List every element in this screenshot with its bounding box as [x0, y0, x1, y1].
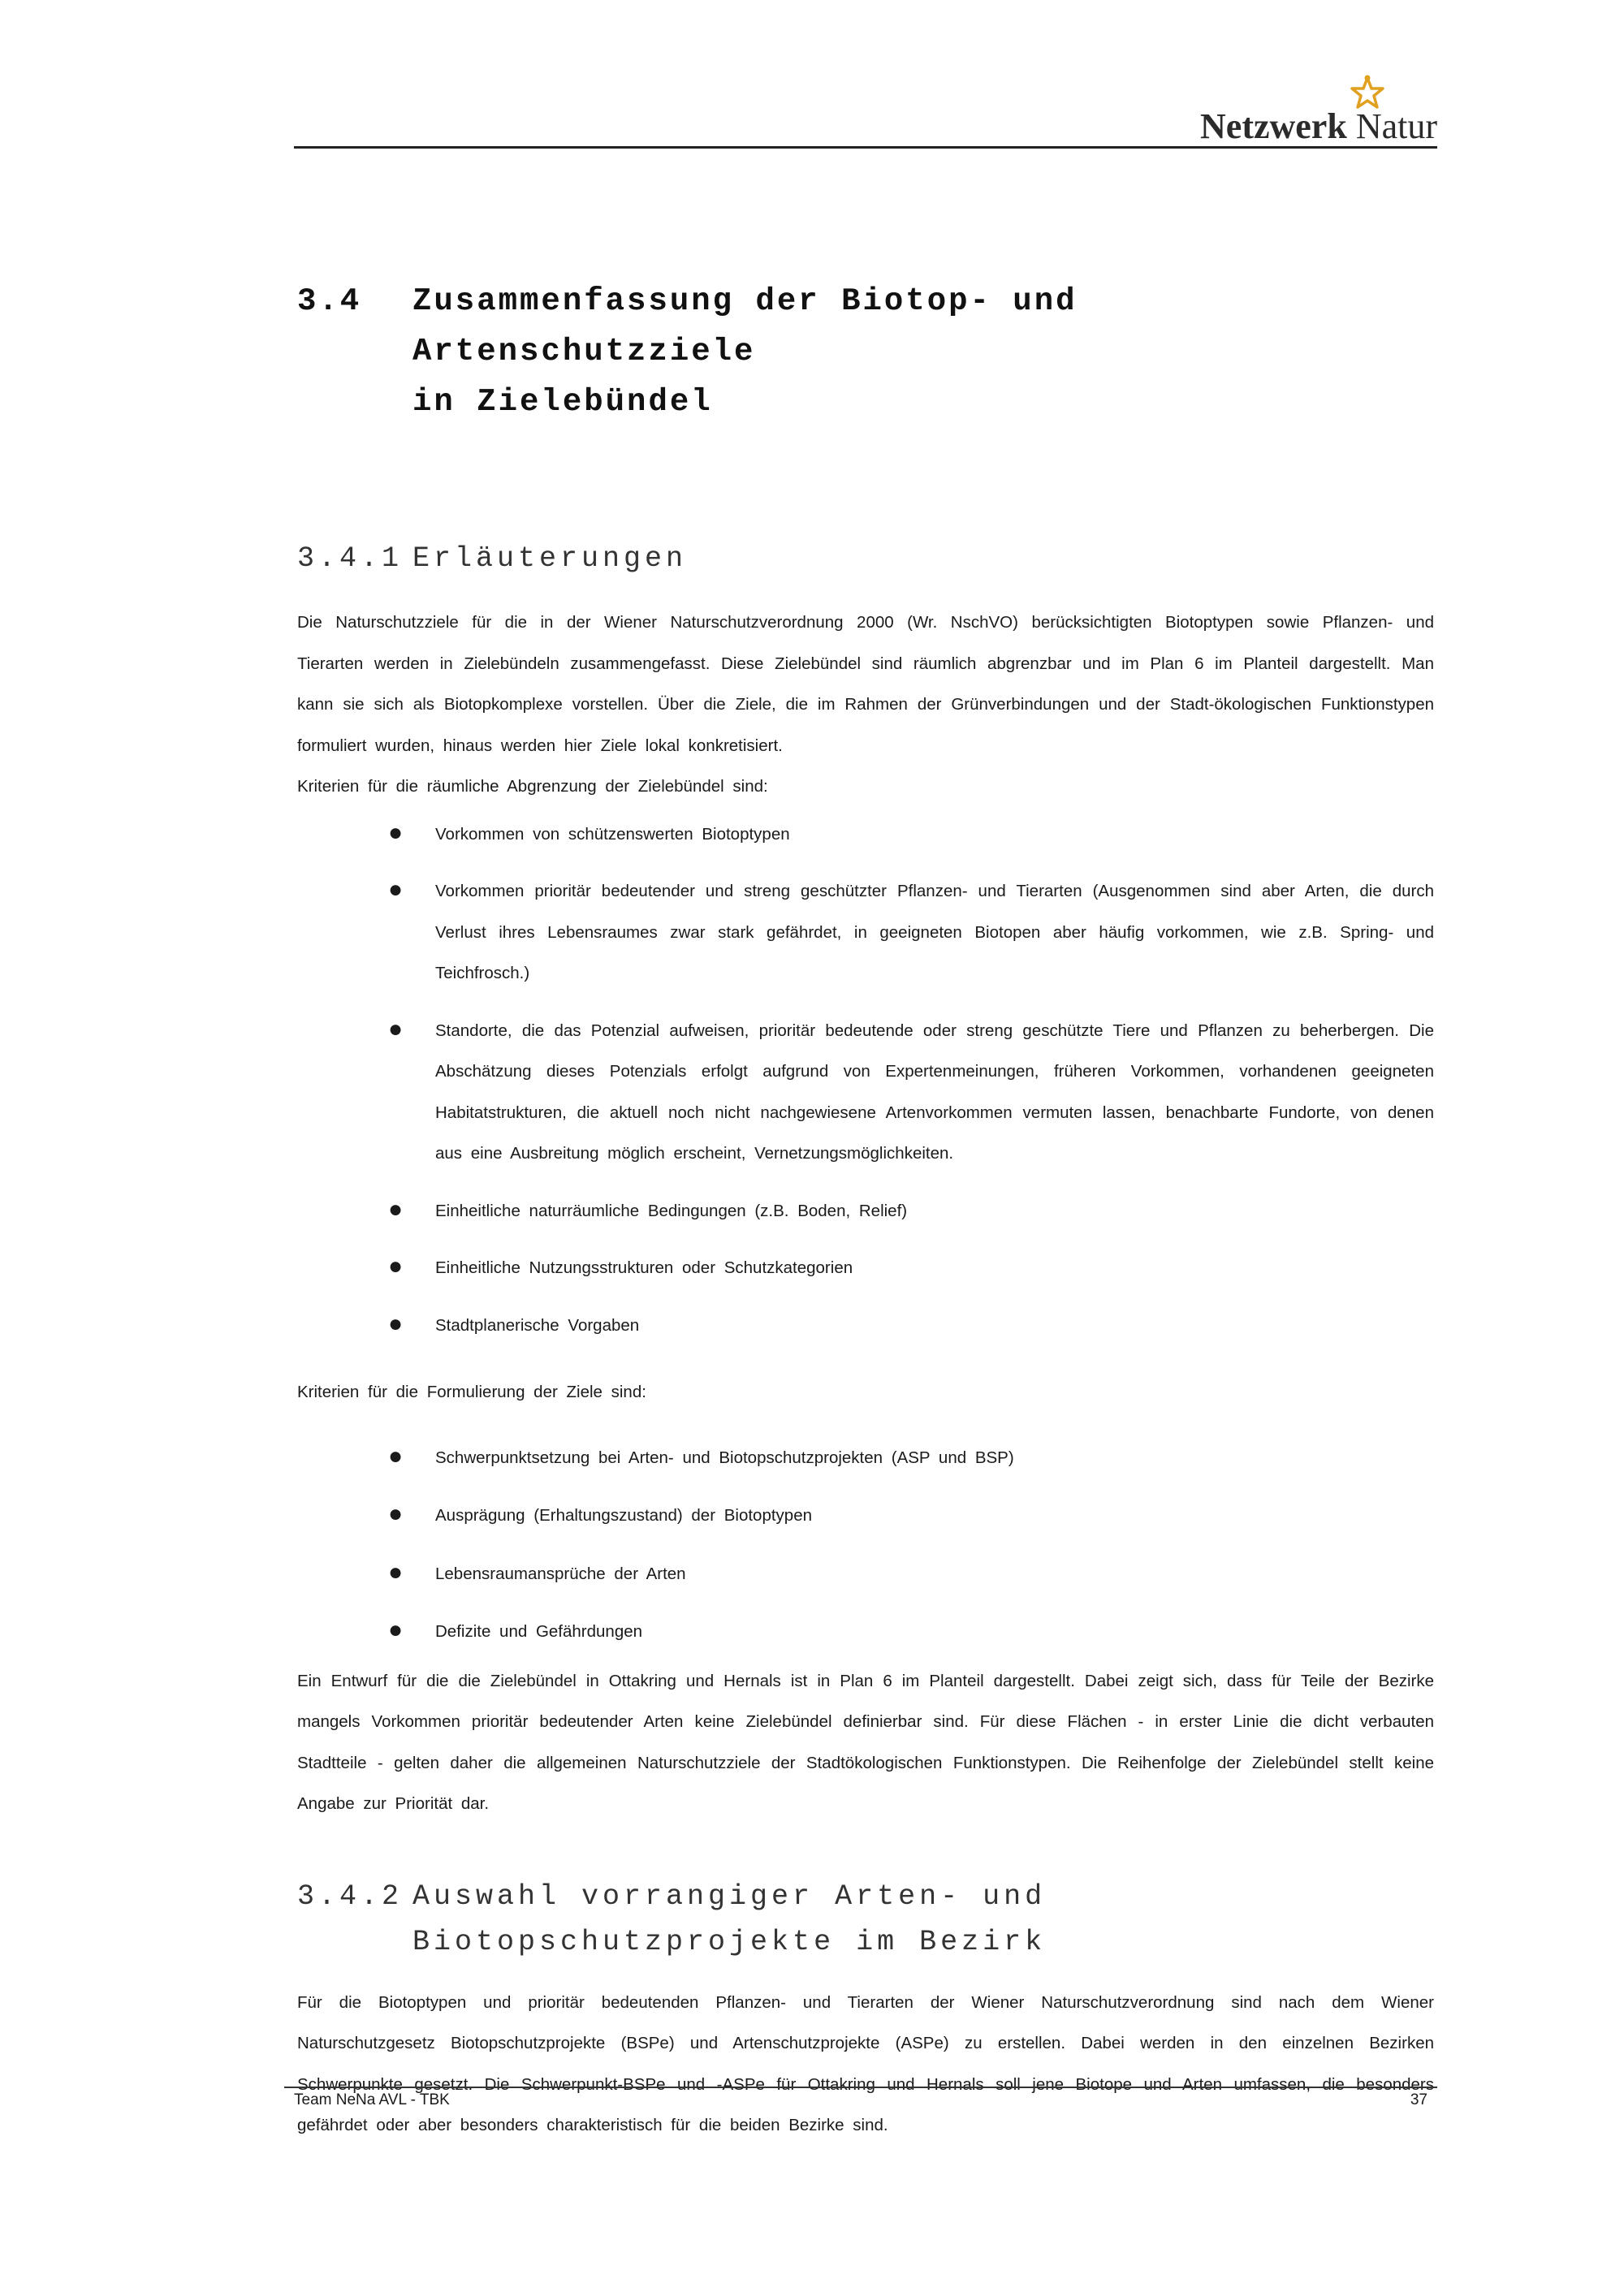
list-item: ● Vorkommen prioritär bedeutender und streng geschützter Pflanzen- und Tierarten (Ausgenommen sind aber Arten, die durch Verlust ihres Lebensraumes zwar stark gefährdet, in geeigneten Biotopen aber häufig vorkommen, wie z.B. Spring- und Teichfrosch.)	[297, 871, 1434, 995]
section-title-line2: in Zielebündel	[412, 384, 713, 420]
footer-team: Team NeNa AVL - TBK	[294, 2091, 450, 2108]
subsection-title: Erläuterungen	[412, 542, 688, 575]
list-item: ● Einheitliche naturräumliche Bedingungen (z.B. Boden, Relief)	[297, 1191, 1434, 1232]
bullet-icon: ●	[388, 818, 404, 846]
projects-paragraph: Für die Biotoptypen und prioritär bedeutenden Pflanzen- und Tierarten der Wiener Naturschutzverordnung sind nach dem Wiener Naturschutzgesetz Biotopschutzprojekte (BSPe) und Artenschutzprojekte (ASPe) zu erstellen. Dabei werden in den einzelnen Bezirken Schwerpunkte gesetzt. Die Schwerpunkt-BSPe und -ASPe für Ottakring und Hernals soll jene Biotope und Arten umfassen, die besonders gefährdet oder aber besonders charakteristisch für die beiden Bezirke sind.	[297, 1992, 1434, 2134]
intro-paragraph: Die Naturschutzziele für die in der Wiener Naturschutzverordnung 2000 (Wr. NschVO) berücksichtigten Biotoptypen sowie Pflanzen- und Tierarten werden in Zielebündeln zusammengefasst. Diese Zielebündel sind räumlich abgrenzbar und im Plan 6 im Planteil dargestellt. Man kann sie sich als Biotopkomplexe vorstellen. Über die Ziele, die im Rahmen der Grünverbindungen und der Stadt-ökologischen Funktionstypen formuliert wurden, hinaus werden hier Ziele lokal konkretisiert.	[297, 613, 1434, 755]
list-item: ● Ausprägung (Erhaltungszustand) der Biotoptypen	[297, 1495, 1434, 1537]
subsection-number: 3.4.2	[297, 1880, 404, 1913]
subsection-number: 3.4.1	[297, 542, 404, 575]
subsection-title: Auswahl vorrangiger Arten- und Biotopschutzprojekte im Bezirk	[412, 1880, 1047, 1958]
subsection-heading-1	[297, 536, 1434, 581]
netzwerk-natur-logo	[1194, 75, 1437, 146]
page-footer	[284, 2087, 1437, 2109]
bullet-icon: ●	[388, 1558, 404, 1586]
logo-wordmark: Netzwerk Natur	[1200, 106, 1437, 146]
criteria-heading-1: Kriterien für die räumliche Abgrenzung der Zielebündel sind:	[297, 777, 768, 796]
subsection-heading-2	[297, 1874, 1434, 1965]
list-item: ● Vorkommen von schützenswerten Biotoptypen	[297, 814, 1434, 856]
list-item: ● Einheitliche Nutzungsstrukturen oder Schutzkategorien	[297, 1248, 1434, 1289]
bullet-icon: ●	[388, 1442, 404, 1470]
list-item: ● Lebensraumansprüche der Arten	[297, 1554, 1434, 1595]
closing-paragraph: Ein Entwurf für die die Zielebündel in Ottakring und Hernals ist in Plan 6 im Planteil dargestellt. Dabei zeigt sich, dass für Teile der Bezirke mangels Vorkommen prioritär bedeutender Arten keine Zielebündel definierbar sind. Für diese Flächen - in erster Linie die dicht verbauten Stadtteile - gelten daher die allgemeinen Naturschutzziele der Stadtökologischen Funktionstypen. Die Reihenfolge der Zielebündel stellt keine Angabe zur Priorität dar.	[297, 1671, 1434, 1813]
section-title-line1: Zusammenfassung der Biotop- und Artenschutzziele	[412, 283, 1078, 369]
bullet-icon: ●	[388, 1195, 404, 1223]
bullet-icon: ●	[388, 1310, 404, 1337]
section-number: 3.4	[297, 283, 362, 319]
bullet-icon: ●	[388, 1500, 404, 1527]
bullet-icon: ●	[388, 876, 404, 903]
list-item: ● Standorte, die das Potenzial aufweisen, prioritär bedeutende oder streng geschützte Tiere und Pflanzen zu beherbergen. Die Abschätzung dieses Potenzials erfolgt aufgrund von Expertenmeinungen, früheren Vorkommen, vorhandenen geeigneten Habitatstrukturen, die aktuell noch nicht nachgewiesene Artenvorkommen vermuten lassen, benachbarte Fundorte, von denen aus eine Ausbreitung möglich erscheint, Vernetzungsmöglichkeiten.	[297, 1011, 1434, 1175]
page-header	[294, 65, 1437, 149]
criteria-heading-2: Kriterien für die Formulierung der Ziele sind:	[297, 1383, 646, 1401]
list-item: ● Defizite und Gefährdungen	[297, 1612, 1434, 1653]
criteria-list-1	[297, 814, 1434, 1347]
bullet-icon: ●	[388, 1253, 404, 1280]
criteria-list-2	[297, 1438, 1434, 1653]
page-number: 37	[1410, 2091, 1427, 2108]
bullet-icon: ●	[388, 1015, 404, 1042]
list-item: ● Stadtplanerische Vorgaben	[297, 1306, 1434, 1347]
page-content	[297, 276, 1434, 2147]
bullet-icon: ●	[388, 1616, 404, 1643]
section-heading	[297, 276, 1434, 427]
list-item: ● Schwerpunktsetzung bei Arten- und Biotopschutzprojekten (ASP und BSP)	[297, 1438, 1434, 1479]
